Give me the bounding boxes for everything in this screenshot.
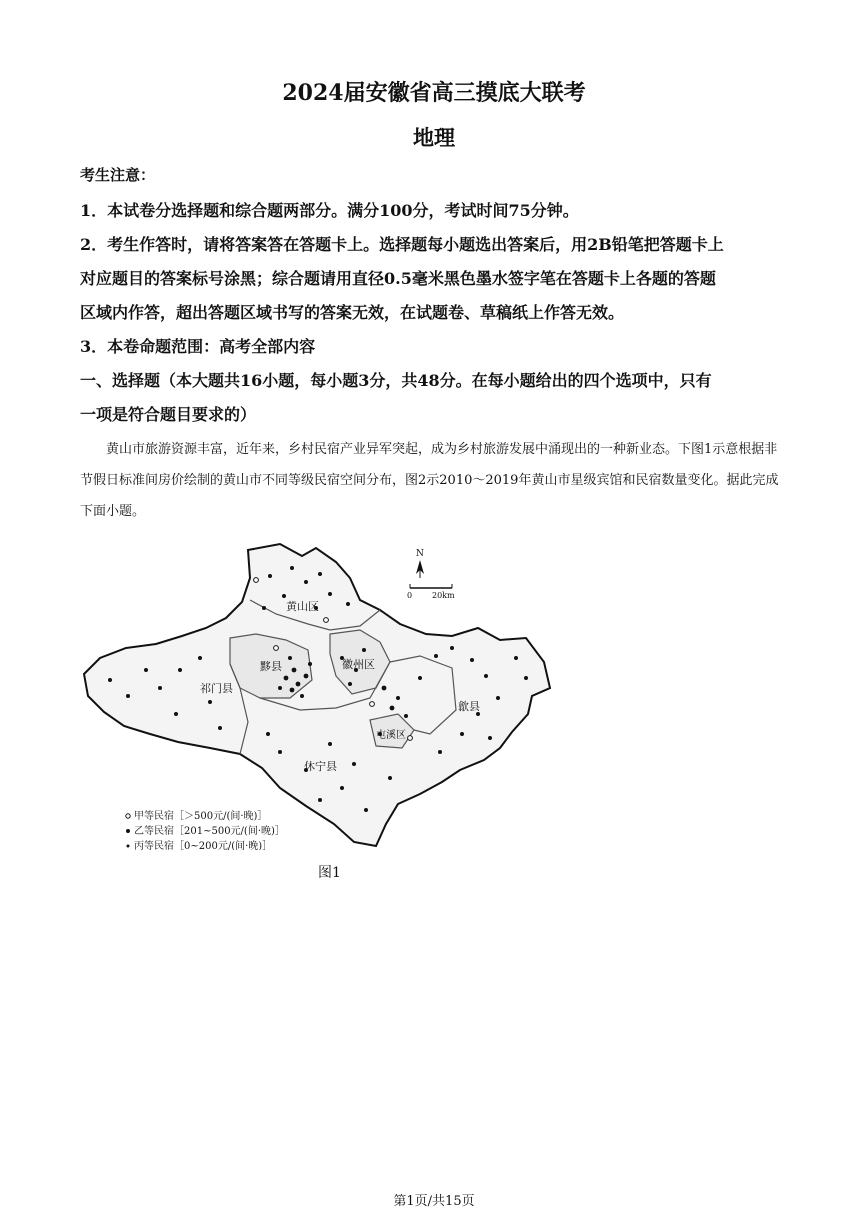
legend-symbol-bing: [127, 845, 130, 848]
north-label: N: [416, 549, 424, 559]
legend-jia: 甲等民宿［＞500元/(间·晚)］: [134, 811, 268, 822]
region-label-huangshanqu: 黄山区: [286, 600, 319, 613]
legend-symbol-yi: [126, 829, 130, 833]
notice-item-3: 3．本卷命题范围：高考全部内容: [80, 337, 316, 356]
notice-heading: 考生注意：: [80, 166, 156, 184]
region-label-shexian: 歙县: [458, 700, 480, 713]
scale-zero: 0: [407, 591, 413, 600]
scale-distance: 20km: [432, 591, 455, 600]
notice-item-1: 1．本试卷分选择题和综合题两部分。满分100分，考试时间75分钟。: [80, 201, 579, 220]
figure-1-map: [80, 538, 560, 850]
legend-yi: 乙等民宿［201~500元/(间·晚)］: [134, 826, 285, 837]
subject-title: 地理: [413, 125, 455, 150]
passage-text: 黄山市旅游资源丰富，近年来，乡村民宿产业异军突起，成为乡村旅游发展中涌现出的一种新业态。下图1示意根据非节假日标准间房价绘制的黄山市不同等级民宿空间分布，图2示2010～2019年黄山市星级宾馆和民宿数量变化。据此完成下面小题。: [80, 442, 779, 519]
region-label-huizhouqu: 徽州区: [342, 658, 375, 671]
question-passage: [80, 434, 790, 527]
region-label-yixian: 黟县: [260, 660, 282, 673]
section-heading-line-2: 一项是符合题目要求的）: [80, 405, 257, 424]
notice-item-2-line-1: 2．考生作答时，请将答案答在答题卡上。选择题每小题选出答案后，用2B铅笔把答题卡上: [80, 235, 724, 254]
region-label-qimenxian: 祁门县: [200, 682, 233, 695]
north-arrow-icon: [416, 560, 424, 578]
page-footer: 第1页/共15页: [393, 1194, 475, 1209]
legend-bing: 丙等民宿［0~200元/(间·晚)］: [134, 841, 273, 850]
section-heading-line-1: 一、选择题（本大题共16小题，每小题3分，共48分。在每小题给出的四个选项中，只有: [80, 371, 712, 390]
legend-symbol-jia: [126, 814, 130, 818]
notice-item-2-line-2: 对应题目的答案标号涂黑；综合题请用直径0.5毫米黑色墨水签字笔在答题卡上各题的答题: [80, 269, 716, 288]
notice-item-2-line-3: 区域内作答，超出答题区域书写的答案无效，在试题卷、草稿纸上作答无效。: [80, 303, 625, 322]
region-label-xiuningxian: 休宁县: [304, 760, 337, 773]
region-label-tunxiqu: 屯溪区: [376, 730, 406, 741]
map-outline: [84, 544, 550, 846]
figure-caption: 图1: [318, 865, 341, 881]
exam-title: 2024届安徽省高三摸底大联考: [282, 80, 586, 106]
